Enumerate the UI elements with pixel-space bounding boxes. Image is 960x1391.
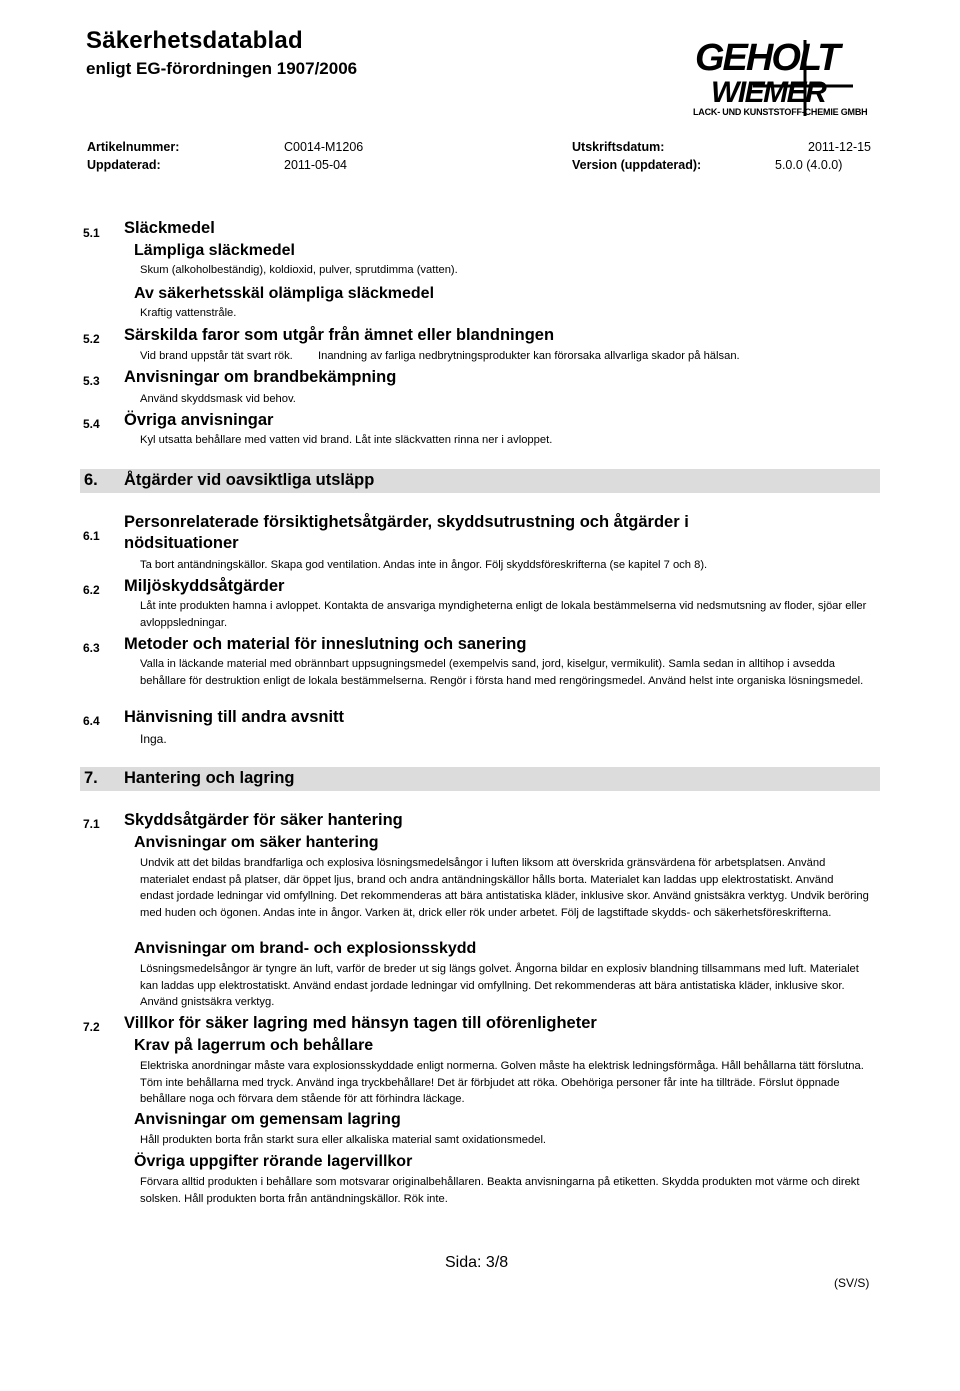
paragraph: Förvara alltid produkten i behållare som motsvarar originalbehållaren. Beakta anvisningarna på etiketten. Skydda produkten mot värme och direkt solsken. Håll produkten borta från antändningskällor. Rök inte. <box>140 1176 860 1205</box>
section-heading: Övriga anvisningar <box>124 411 274 429</box>
document-title: Säkerhetsdatablad <box>86 27 303 54</box>
paragraph: Låt inte produkten hamna i avloppet. Kontakta de ansvariga myndigheterna enligt de lokala bestämmelserna vid nedsmutsning av floder, sjöar eller avloppsledningar. <box>140 600 867 629</box>
logo-line2: WIEMER <box>711 76 826 109</box>
section-heading: Särskilda faror som utgår från ämnet eller blandningen <box>124 326 555 344</box>
paragraph: Ta bort antändningskällor. Skapa god ventilation. Andas inte in ångor. Följ skyddsföreskrifterna (se kapitel 7 och 8). <box>140 559 708 571</box>
section-number: 5.4 <box>83 417 100 431</box>
section-number: 5.3 <box>83 374 100 388</box>
section-number: 6.1 <box>83 529 100 543</box>
paragraph: Elektriska anordningar måste vara explosionsskyddade enligt normerna. Golven måste ha elektrisk ledningsförmåga. Håll behållarna tätt förslutna. Töm inte behållarna med tryck. Använd inga tryckbehållare! Det är förbjudet att röka. Obehöriga personer får inte ha tillträde. Förslut öppnade behållare noga och förvara dem stående för att förhindra läckage. <box>140 1060 864 1105</box>
section-number: 5.1 <box>83 226 100 240</box>
paragraph: Inga. <box>140 732 167 746</box>
paragraph: Vid brand uppstår tät svart rök. <box>140 350 293 362</box>
artikelnummer-label: Artikelnummer: <box>87 140 180 154</box>
chapter-number: 7. <box>84 769 98 787</box>
uppdaterad-value: 2011-05-04 <box>284 158 348 172</box>
section-number: 7.2 <box>83 1020 100 1034</box>
subheading: Anvisningar om gemensam lagring <box>134 1111 401 1128</box>
version-label: Version (uppdaterad): <box>572 158 702 172</box>
paragraph: Inandning av farliga nedbrytningsprodukter kan förorsaka allvarliga skador på hälsan. <box>318 350 740 362</box>
section-heading: Villkor för säker lagring med hänsyn tagen till oförenligheter <box>124 1014 597 1032</box>
document-subtitle: enligt EG-förordningen 1907/2006 <box>86 59 358 78</box>
utskriftsdatum-label: Utskriftsdatum: <box>572 140 665 154</box>
utskriftsdatum-value: 2011-12-15 <box>808 140 872 154</box>
section-number: 5.2 <box>83 332 100 346</box>
subheading: Anvisningar om brand- och explosionsskydd <box>134 940 477 957</box>
section-heading-cont: nödsituationer <box>124 534 239 552</box>
section-heading: Personrelaterade försiktighetsåtgärder, skyddsutrustning och åtgärder i <box>124 513 689 531</box>
paragraph: Använd skyddsmask vid behov. <box>140 393 296 405</box>
paragraph: Håll produkten borta från starkt sura eller alkaliska material samt oxidationsmedel. <box>140 1134 547 1146</box>
logo-line1: GEHOLT <box>695 37 839 79</box>
section-number: 6.4 <box>83 714 100 728</box>
section-heading: Metoder och material för inneslutning och sanering <box>124 635 527 653</box>
page-number: Sida: 3/8 <box>445 1254 509 1271</box>
artikelnummer-value: C0014-M1206 <box>284 140 364 154</box>
paragraph: Undvik att det bildas brandfarliga och explosiva lösningsmedelsångor i luften liksom att överskrida gränsvärdena för arbetsplatsen. Använd materialet endast på platser, där öppet ljus, brand och andra antändningskällor hålls borta. Materialet kan laddas upp elektrostatiskt. Använd endast jordade ledningar vid omfyllning. Det rekommenderas att bära antistatiska kläder, inklusive skor. Använd gnistsäkra verktyg. Undvik beröring med huden och ögonen. Andas inte in ångor. Varken ät, drick eller rök under arbetet. Följ de lagstiftade skydds- och säkerhetsföreskrifterna. <box>140 857 869 919</box>
chapter-number: 6. <box>84 471 98 489</box>
section-heading: Skyddsåtgärder för säker hantering <box>124 811 403 829</box>
subheading: Övriga uppgifter rörande lagervillkor <box>134 1153 413 1170</box>
section-number: 7.1 <box>83 817 100 831</box>
section-heading: Anvisningar om brandbekämpning <box>124 368 397 386</box>
paragraph: Lösningsmedelsångor är tyngre än luft, varför de breder ut sig längs golvet. Ångorna bildar en explosiv blandning tillsammans med luft. Materialet kan laddas upp elektrostatiskt. Använd endast jordade ledningar vid omfyllning. Det rekommenderas att bära antistatiska kläder, inklusive skor. Använd gnistsäkra verktyg. <box>140 963 859 1008</box>
logo-tagline: LACK- UND KUNSTSTOFF-CHEMIE GMBH <box>693 107 868 117</box>
section-number: 6.2 <box>83 583 100 597</box>
section-heading: Miljöskyddsåtgärder <box>124 577 285 595</box>
section-heading: Hänvisning till andra avsnitt <box>124 708 345 726</box>
subheading: Av säkerhetsskäl olämpliga släckmedel <box>134 285 435 302</box>
chapter-title: Hantering och lagring <box>124 769 295 787</box>
version-value: 5.0.0 (4.0.0) <box>775 158 843 172</box>
subheading: Anvisningar om säker hantering <box>134 834 379 851</box>
language-code: (SV/S) <box>834 1276 870 1290</box>
paragraph: Kraftig vattenstråle. <box>140 307 237 319</box>
paragraph: Skum (alkoholbeständig), koldioxid, pulver, sprutdimma (vatten). <box>140 264 458 276</box>
uppdaterad-label: Uppdaterad: <box>87 158 161 172</box>
subheading: Lämpliga släckmedel <box>134 242 295 259</box>
paragraph: Kyl utsatta behållare med vatten vid brand. Låt inte släckvatten rinna ner i avloppet. <box>140 434 553 446</box>
subheading: Krav på lagerrum och behållare <box>134 1037 374 1054</box>
section-heading: Släckmedel <box>124 219 215 237</box>
paragraph: Valla in läckande material med obrännbart uppsugningsmedel (exempelvis sand, jord, kiselgur, vermikulit). Samla sedan in alltihop i avsedda behållare för destruktion enligt de lokala bestämmelserna. Rengör i första hand med rengöringsmedel. Använd helst inte organiska lösningsmedel. <box>140 658 864 687</box>
section-number: 6.3 <box>83 641 100 655</box>
chapter-title: Åtgärder vid oavsiktliga utsläpp <box>124 471 375 489</box>
